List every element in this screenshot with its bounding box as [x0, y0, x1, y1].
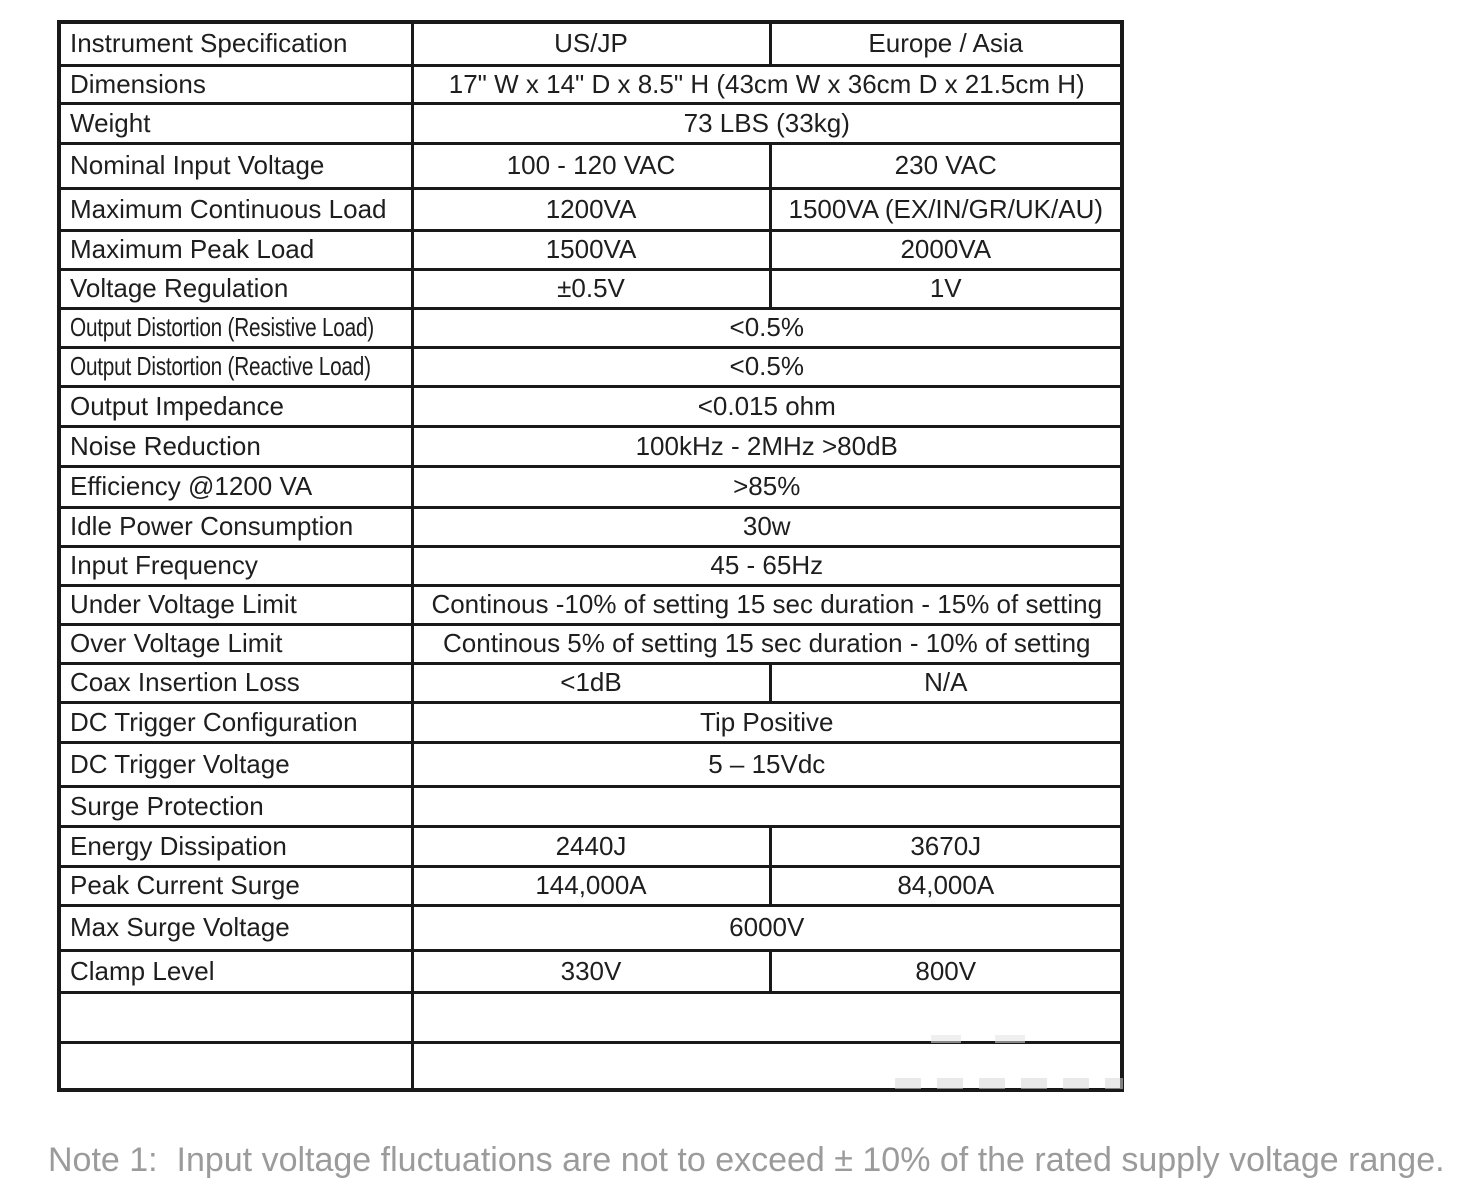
table-row-noise-reduction: [59, 426, 1122, 466]
header-instrument-specification: Instrument Specification: [59, 22, 412, 65]
table-row-maximum-peak-load: [59, 230, 1122, 269]
row-value-empty: [412, 786, 1122, 826]
row-label-text: Output Distortion (Resistive Load): [70, 312, 374, 342]
row-value: <0.5%: [412, 347, 1122, 386]
row-label: Energy Dissipation: [59, 826, 412, 866]
row-label: Peak Current Surge: [59, 866, 412, 905]
row-label: Nominal Input Voltage: [59, 143, 412, 188]
row-value-us: ±0.5V: [412, 269, 770, 308]
row-value: 5 – 15Vdc: [412, 742, 1122, 786]
table-row-coax-insertion-loss: [59, 663, 1122, 702]
row-label: Maximum Continuous Load: [59, 188, 412, 230]
table-row-over-voltage-limit: [59, 624, 1122, 663]
row-value: >85%: [412, 466, 1122, 507]
table-row-max-surge-voltage: [59, 905, 1122, 950]
row-label-empty: [59, 1042, 412, 1090]
table-row-under-voltage-limit: [59, 585, 1122, 624]
row-label: Dimensions: [59, 65, 412, 103]
instrument-specification-table: [57, 20, 1124, 1092]
header-us-jp: US/JP: [412, 22, 770, 65]
table-row-surge-protection-section: [59, 786, 1122, 826]
row-value: <0.015 ohm: [412, 386, 1122, 426]
row-value: 17" W x 14" D x 8.5" H (43cm W x 36cm D x 21.5cm H): [412, 65, 1122, 103]
row-value-us: 1200VA: [412, 188, 770, 230]
row-label: Idle Power Consumption: [59, 507, 412, 546]
table-row-clamp-level: [59, 950, 1122, 992]
row-label: Voltage Regulation: [59, 269, 412, 308]
row-label: Clamp Level: [59, 950, 412, 992]
row-label: Max Surge Voltage: [59, 905, 412, 950]
table-row-idle-power-consumption: [59, 507, 1122, 546]
table-row-dimensions: [59, 65, 1122, 103]
table-row-output-impedance: [59, 386, 1122, 426]
row-label: Output Impedance: [59, 386, 412, 426]
row-value-us: 330V: [412, 950, 770, 992]
row-value: <0.5%: [412, 308, 1122, 347]
row-value-us: <1dB: [412, 663, 770, 702]
table-row-input-frequency: [59, 546, 1122, 585]
row-label: Under Voltage Limit: [59, 585, 412, 624]
table-row-energy-dissipation: [59, 826, 1122, 866]
table-row-efficiency: [59, 466, 1122, 507]
row-label: Coax Insertion Loss: [59, 663, 412, 702]
row-label: DC Trigger Configuration: [59, 702, 412, 742]
row-value-empty: [412, 1042, 1122, 1090]
table-row-nominal-input-voltage: [59, 143, 1122, 188]
row-value-us: 144,000A: [412, 866, 770, 905]
table-row-peak-current-surge: [59, 866, 1122, 905]
row-label: [59, 308, 412, 347]
row-label: Over Voltage Limit: [59, 624, 412, 663]
header-europe-asia: Europe / Asia: [770, 22, 1122, 65]
section-header-surge-protection: Surge Protection: [59, 786, 412, 826]
table-row-weight: [59, 103, 1122, 143]
row-value: Continous -10% of setting 15 sec duration - 15% of setting: [412, 585, 1122, 624]
table-row-empty-1: [59, 992, 1122, 1042]
row-label: Noise Reduction: [59, 426, 412, 466]
row-label: DC Trigger Voltage: [59, 742, 412, 786]
row-value: 100kHz - 2MHz >80dB: [412, 426, 1122, 466]
row-value-eu: 84,000A: [770, 866, 1122, 905]
table-row-voltage-regulation: [59, 269, 1122, 308]
table-row-output-distortion-resistive: [59, 308, 1122, 347]
row-value-eu: N/A: [770, 663, 1122, 702]
row-value-us: 1500VA: [412, 230, 770, 269]
row-value: Tip Positive: [412, 702, 1122, 742]
row-label: Weight: [59, 103, 412, 143]
table-row-maximum-continuous-load: [59, 188, 1122, 230]
row-value-eu: 800V: [770, 950, 1122, 992]
row-label: Efficiency @1200 VA: [59, 466, 412, 507]
row-value-us: 2440J: [412, 826, 770, 866]
row-label-text: Output Distortion (Reactive Load): [70, 351, 371, 381]
row-value-eu: 3670J: [770, 826, 1122, 866]
row-label-empty: [59, 992, 412, 1042]
row-value: 6000V: [412, 905, 1122, 950]
row-value-eu: 230 VAC: [770, 143, 1122, 188]
row-value: 30w: [412, 507, 1122, 546]
table-row-output-distortion-reactive: [59, 347, 1122, 386]
row-value: 45 - 65Hz: [412, 546, 1122, 585]
table-header-row: [59, 22, 1122, 65]
row-value-eu: 1500VA (EX/IN/GR/UK/AU): [770, 188, 1122, 230]
row-label: [59, 347, 412, 386]
row-label: Maximum Peak Load: [59, 230, 412, 269]
row-value: 73 LBS (33kg): [412, 103, 1122, 143]
table-row-dc-trigger-voltage: [59, 742, 1122, 786]
row-value-eu: 2000VA: [770, 230, 1122, 269]
table-row-empty-2: [59, 1042, 1122, 1090]
table-row-dc-trigger-configuration: [59, 702, 1122, 742]
row-value-empty: [412, 992, 1122, 1042]
note-1-text: Note 1: Input voltage fluctuations are not to exceed ± 10% of the rated supply voltage range.: [48, 1141, 1445, 1179]
row-label: Input Frequency: [59, 546, 412, 585]
row-value: Continous 5% of setting 15 sec duration - 10% of setting: [412, 624, 1122, 663]
row-value-eu: 1V: [770, 269, 1122, 308]
row-value-us: 100 - 120 VAC: [412, 143, 770, 188]
